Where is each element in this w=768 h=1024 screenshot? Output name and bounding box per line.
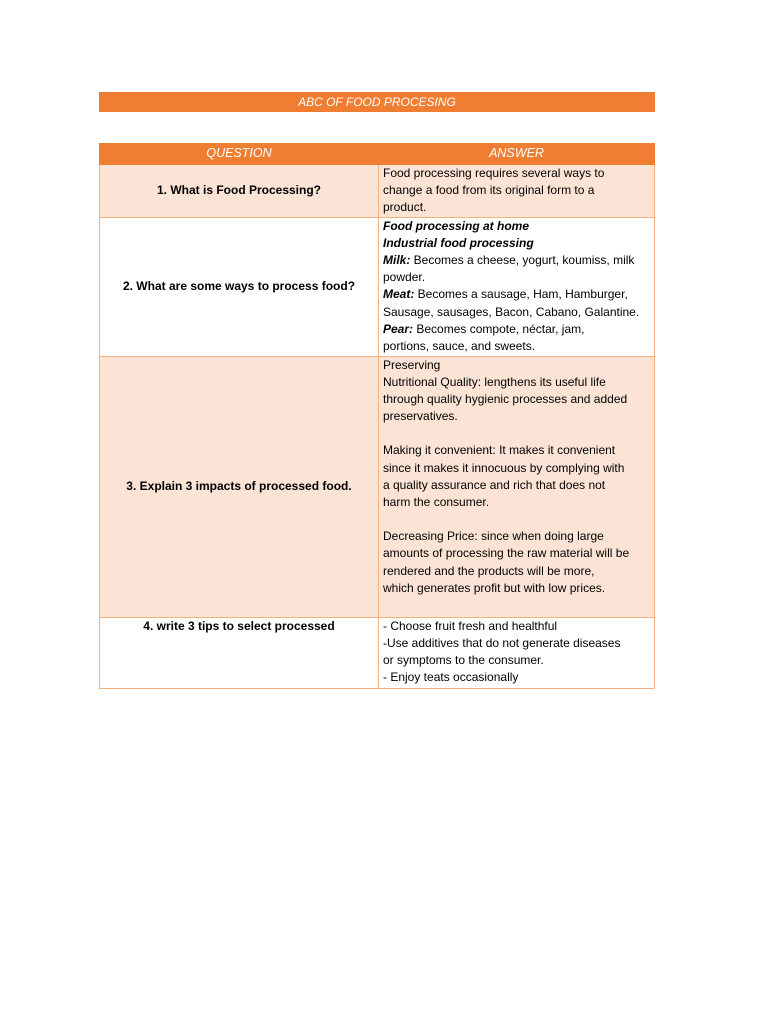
answer-cell <box>379 217 655 356</box>
answer-line: a quality assurance and rich that does not <box>383 477 606 492</box>
answer-line: Industrial food processing <box>383 235 534 250</box>
table-row <box>100 617 655 688</box>
milk-text: Becomes a cheese, yogurt, koumiss, milk <box>410 253 635 268</box>
table-row <box>100 217 655 356</box>
answer-line: Food processing at home <box>383 218 530 233</box>
answer-line: Making it convenient: It makes it convenient <box>383 443 616 458</box>
answer-line: Decreasing Price: since when doing large <box>383 529 604 544</box>
answer-line: preservatives. <box>383 409 458 424</box>
answer-line <box>383 252 650 269</box>
answer-line: or symptoms to the consumer. <box>383 653 544 668</box>
answer-line: harm the consumer. <box>383 495 490 510</box>
answer-line: Nutritional Quality: lengthens its useful life <box>383 374 606 389</box>
paragraph-gap <box>383 425 650 442</box>
answer-line: Food processing requires several ways to <box>383 166 605 180</box>
answer-cell <box>379 617 655 688</box>
answer-cell <box>379 356 655 617</box>
answer-line: Sausage, sausages, Bacon, Cabano, Galantine. <box>383 304 640 319</box>
qa-table <box>99 143 655 689</box>
table-row <box>100 356 655 617</box>
answer-cell <box>379 165 655 218</box>
answer-line: through quality hygienic processes and added <box>383 392 628 407</box>
answer-line: portions, sauce, and sweets. <box>383 339 536 354</box>
meat-label: Meat: <box>383 287 415 302</box>
answer-line: powder. <box>383 270 426 285</box>
question-column-header: QUESTION <box>100 144 379 165</box>
answer-line: - Choose fruit fresh and healthful <box>383 618 558 633</box>
answer-line: change a food from its original form to a <box>383 183 595 198</box>
question-cell: 3. Explain 3 impacts of processed food. <box>100 356 379 617</box>
meat-text: Becomes a sausage, Ham, Hamburger, <box>414 287 628 302</box>
answer-line: Preserving <box>383 357 441 372</box>
answer-line: -Use additives that do not generate diseases <box>383 635 621 650</box>
answer-line: since it makes it innocuous by complying with <box>383 460 625 475</box>
paragraph-gap <box>383 511 650 528</box>
answer-line: which generates profit but with low prices. <box>383 580 606 595</box>
table-header-row <box>100 144 655 165</box>
answer-line: amounts of processing the raw material will be <box>383 546 630 561</box>
answer-line: - Enjoy teats occasionally <box>383 670 519 685</box>
document-title: ABC OF FOOD PROCESING <box>99 92 655 112</box>
answer-line <box>383 286 650 303</box>
pear-label: Pear: <box>383 321 414 336</box>
answer-line <box>383 321 650 338</box>
question-cell: 2. What are some ways to process food? <box>100 217 379 356</box>
table-row <box>100 165 655 218</box>
answer-line: rendered and the products will be more, <box>383 563 595 578</box>
question-cell: 4. write 3 tips to select processed <box>100 617 379 688</box>
milk-label: Milk: <box>383 253 411 268</box>
pear-text: Becomes compote, néctar, jam, <box>413 321 585 336</box>
answer-line: product. <box>383 200 427 215</box>
question-cell: 1. What is Food Processing? <box>100 165 379 218</box>
answer-column-header: ANSWER <box>379 144 655 165</box>
